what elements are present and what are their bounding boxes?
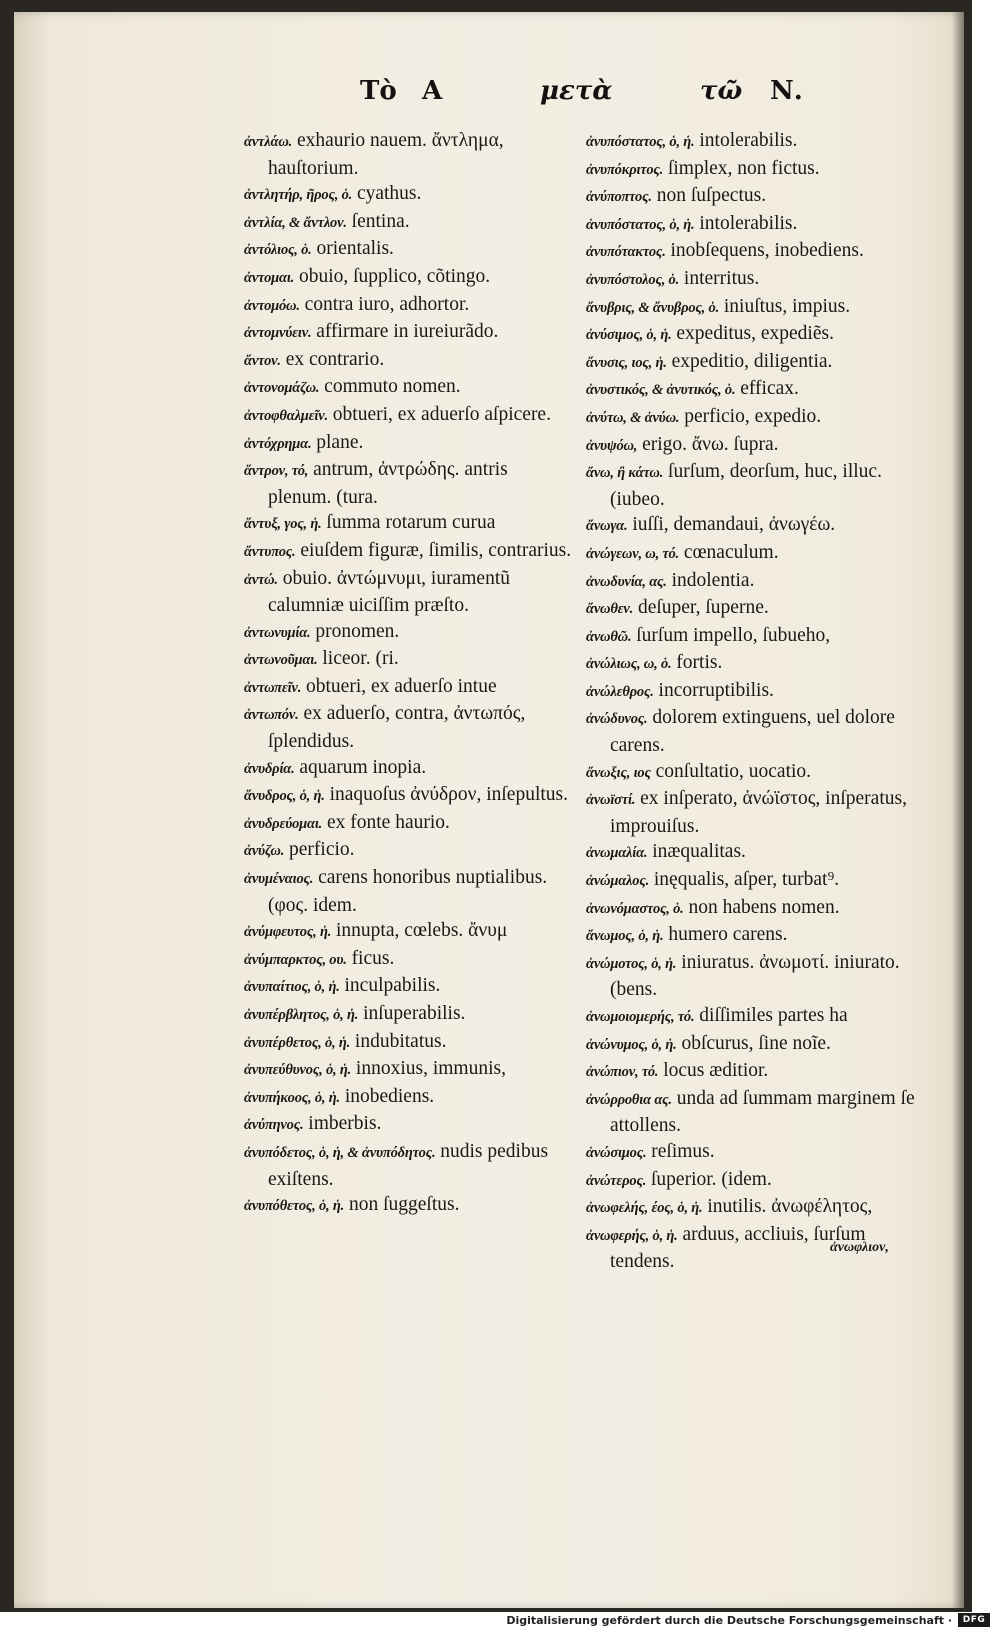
entry-definition: orientalis. bbox=[311, 238, 394, 260]
dictionary-entry bbox=[244, 1084, 574, 1112]
entry-definition: eiuſdem figuræ, ſimilis, contrarius. bbox=[295, 539, 572, 561]
dictionary-entry bbox=[244, 1111, 574, 1139]
entry-headword: ἀνυπόδετος, ὁ, ἡ, & ἀνυπόδητος. bbox=[244, 1144, 436, 1161]
entry-headword: ἄνυβρις, & ἄνυβρος, ὁ. bbox=[586, 299, 719, 316]
dictionary-entry bbox=[586, 321, 916, 349]
running-head-part: τῶ bbox=[700, 76, 743, 106]
entry-headword: ἀντλητήρ, ῆρος, ὁ. bbox=[244, 187, 353, 204]
entry-headword: ἄντυξ, γος, ἡ. bbox=[244, 516, 322, 533]
entry-definition: nudis pedibus exiſtens. bbox=[268, 1140, 549, 1190]
dictionary-entry bbox=[586, 211, 916, 239]
entry-definition: ſurſum, deorſum, huc, illuc. (iubeo. bbox=[610, 461, 882, 510]
entry-definition: contra iuro, adhortor. bbox=[299, 293, 470, 315]
dictionary-entry bbox=[586, 1086, 916, 1139]
entry-headword: ἀνύζω. bbox=[244, 843, 285, 860]
entry-headword: ἀνύσιμος, ὁ, ἡ. bbox=[586, 327, 672, 344]
entry-definition: erigo. ἄνω. ſupra. bbox=[637, 433, 779, 455]
entry-headword: ἀντωπεῖν. bbox=[244, 679, 302, 696]
entry-headword: ἀντομαι. bbox=[244, 269, 295, 286]
dictionary-entry bbox=[586, 1167, 916, 1195]
entry-definition: ſumma rotarum curua bbox=[321, 512, 496, 534]
dictionary-entry bbox=[244, 646, 574, 674]
dictionary-entry bbox=[586, 623, 916, 651]
dictionary-entry bbox=[586, 266, 916, 294]
entry-definition: exhaurio nauem. ἄντλημα, hauſtorium. bbox=[268, 130, 504, 179]
entry-headword: ἀνύμπαρκτος, ου. bbox=[244, 951, 347, 968]
entry-definition: obtueri, ex aduerſo aſpicere. bbox=[327, 403, 551, 425]
dictionary-entry bbox=[244, 918, 574, 946]
dictionary-entry bbox=[244, 457, 574, 510]
entry-headword: ἀντονομάζω. bbox=[244, 380, 320, 397]
entry-definition: liceor. (ri. bbox=[317, 648, 399, 670]
dictionary-entry bbox=[586, 867, 916, 895]
dictionary-entry bbox=[244, 1056, 574, 1084]
dictionary-entry bbox=[244, 1192, 574, 1220]
dictionary-entry bbox=[586, 512, 916, 540]
entry-headword: ἀνυστικός, & ἀνυτικός, ὁ. bbox=[586, 382, 736, 399]
entry-headword: ἀνυπότακτος. bbox=[586, 244, 666, 261]
entry-definition: non habens nomen. bbox=[683, 896, 840, 918]
dictionary-entry bbox=[586, 759, 916, 787]
entry-definition: ſimplex, non fictus. bbox=[663, 157, 820, 179]
dictionary-entry bbox=[244, 209, 574, 237]
entry-headword: ἀνώδυνος. bbox=[586, 711, 648, 728]
dictionary-entry bbox=[586, 1194, 916, 1222]
entry-definition: obuio. ἀντώμνυμι, iuramentũ calumniæ uiciſſim præſto. bbox=[268, 567, 510, 617]
entry-headword: ἄνωγα. bbox=[586, 518, 628, 535]
dictionary-entry bbox=[586, 786, 916, 839]
entry-definition: indubitatus. bbox=[350, 1030, 447, 1052]
entry-definition: ex aduerſo, contra, ἀντωπός, ſplendidus. bbox=[268, 703, 526, 753]
entry-headword: ἀνωφερής, ὁ, ἡ. bbox=[586, 1227, 678, 1244]
entry-headword: ἀνώπιον, τό. bbox=[586, 1064, 659, 1081]
dictionary-entry bbox=[586, 1031, 916, 1059]
entry-headword: ἄνυδρος, ὁ, ἡ. bbox=[244, 788, 325, 805]
dictionary-entry bbox=[244, 236, 574, 264]
dictionary-entry bbox=[244, 430, 574, 458]
dictionary-entry bbox=[244, 837, 574, 865]
entry-definition: inculpabilis. bbox=[339, 975, 441, 997]
entry-headword: ἀντωνοῦμαι. bbox=[244, 652, 318, 669]
entry-definition: ex fonte haurio. bbox=[322, 811, 450, 833]
entry-headword: ἀνύτω, & ἀνύω. bbox=[586, 409, 680, 426]
entry-headword: ἀνυπήκοος, ὁ, ἡ. bbox=[244, 1089, 340, 1106]
entry-headword: ἄντρον, τό, bbox=[244, 463, 309, 480]
entry-headword: ἀνώρροθια ας. bbox=[586, 1091, 672, 1108]
entry-headword: ἀνυπέρθετος, ὁ, ἡ. bbox=[244, 1034, 351, 1051]
entry-definition: dolorem extinguens, uel dolore carens. bbox=[610, 707, 895, 757]
entry-definition: ſurſum impello, ſubueho, bbox=[631, 624, 831, 646]
entry-definition: inutilis. ἀνωφέλητος, bbox=[702, 1196, 873, 1218]
entry-headword: ἄντυπος. bbox=[244, 543, 296, 560]
entry-headword: ἀνύμφευτος, ἡ. bbox=[244, 924, 332, 941]
dictionary-entry bbox=[586, 1003, 916, 1031]
entry-headword: ἀνυψόω, bbox=[586, 437, 638, 454]
left-column bbox=[244, 128, 574, 1220]
dfg-logo: DFG bbox=[958, 1613, 990, 1627]
dictionary-entry bbox=[244, 619, 574, 647]
entry-headword: ἀνώλιως, ω, ὁ. bbox=[586, 656, 672, 673]
entry-headword: ἄνω, ἢ κάτω. bbox=[586, 465, 664, 482]
entry-definition: ex inſperato, ἀνώϊστος, inſperatus, improuiſus. bbox=[610, 788, 907, 837]
dictionary-entry bbox=[586, 432, 916, 460]
dictionary-entry bbox=[586, 595, 916, 623]
dictionary-entry bbox=[244, 319, 574, 347]
entry-headword: ἀνυπόθετος, ὁ, ἡ. bbox=[244, 1198, 345, 1215]
entry-headword: ἀντώ. bbox=[244, 571, 278, 588]
dictionary-entry bbox=[586, 705, 916, 758]
entry-headword: ἀνώνυμος, ὁ, ἡ. bbox=[586, 1036, 677, 1053]
dictionary-entry bbox=[244, 810, 574, 838]
funding-notice: Digitalisierung gefördert durch die Deutsche Forschungsgemeinschaft · bbox=[506, 1614, 952, 1627]
dictionary-entry bbox=[586, 376, 916, 404]
entry-definition: obuio, ſupplico, cõtingo. bbox=[294, 265, 491, 287]
dictionary-entry bbox=[244, 374, 574, 402]
entry-headword: ἄνωξις, ιος bbox=[586, 764, 651, 781]
entry-headword: ἀντλάω. bbox=[244, 134, 293, 150]
entry-definition: interritus. bbox=[679, 267, 760, 289]
entry-definition: locus æditior. bbox=[658, 1060, 769, 1082]
dictionary-entry bbox=[244, 755, 574, 783]
dictionary-entry bbox=[244, 402, 574, 430]
dictionary-entry bbox=[244, 946, 574, 974]
dictionary-entry bbox=[244, 292, 574, 320]
entry-definition: ficus. bbox=[346, 947, 395, 969]
entry-definition: cyathus. bbox=[352, 183, 422, 205]
dictionary-entry bbox=[244, 782, 574, 810]
entry-headword: ἀνώμαλος. bbox=[586, 873, 650, 890]
dictionary-entry bbox=[586, 568, 916, 596]
entry-definition: inobſequens, inobediens. bbox=[665, 240, 864, 262]
entry-definition: cœnaculum. bbox=[678, 541, 779, 563]
entry-definition: obſcurus, ſine noĩe. bbox=[676, 1032, 831, 1054]
entry-definition: intolerabilis. bbox=[694, 130, 798, 151]
dictionary-entry bbox=[586, 839, 916, 867]
dictionary-entry bbox=[244, 128, 574, 181]
entry-definition: incorruptibilis. bbox=[653, 679, 774, 701]
dictionary-entry bbox=[244, 1139, 574, 1192]
entry-headword: ἀνωμαλία. bbox=[586, 845, 648, 862]
dictionary-entry bbox=[244, 566, 574, 619]
dictionary-entry bbox=[586, 183, 916, 211]
entry-headword: ἀντομνύειν. bbox=[244, 325, 312, 342]
entry-headword: ἀνυπόκριτος. bbox=[586, 161, 664, 178]
entry-definition: indolentia. bbox=[666, 569, 755, 591]
entry-definition: pronomen. bbox=[310, 620, 400, 642]
entry-headword: ἀνυπαίτιος, ὁ, ἡ. bbox=[244, 979, 340, 996]
running-head-part: Τὸ bbox=[360, 76, 397, 106]
entry-headword: ἀνώμοτος, ὁ, ἡ. bbox=[586, 955, 677, 972]
entry-headword: ἄνυσις, ιος, ἡ. bbox=[586, 354, 667, 371]
entry-definition: ſentina. bbox=[346, 210, 410, 232]
entry-definition: innoxius, immunis, bbox=[351, 1058, 506, 1080]
entry-definition: arduus, accliuis, ſurſum tendens. bbox=[610, 1223, 866, 1273]
entry-definition: expeditus, expediẽs. bbox=[671, 323, 834, 345]
dictionary-entry bbox=[586, 650, 916, 678]
entry-headword: ἀνυμέναιος. bbox=[244, 871, 314, 888]
dictionary-entry bbox=[586, 678, 916, 706]
dictionary-entry bbox=[586, 922, 916, 950]
entry-headword: ἀνυπόστατος, ὁ, ἡ. bbox=[586, 216, 695, 233]
entry-definition: plane. bbox=[311, 431, 364, 453]
entry-headword: ἀντωνυμία. bbox=[244, 624, 311, 641]
entry-definition: aquarum inopia. bbox=[294, 756, 427, 778]
entry-definition: ex contrario. bbox=[280, 348, 385, 370]
entry-headword: ἀνυπέρβλητος, ὁ, ἡ. bbox=[244, 1007, 359, 1023]
running-head-part: Α bbox=[422, 76, 443, 106]
dictionary-entry bbox=[586, 1139, 916, 1167]
entry-definition: antrum, ἀντρώδης. antris plenum. (tura. bbox=[268, 459, 508, 508]
entry-definition: non ſuſpectus. bbox=[651, 185, 767, 207]
entry-headword: ἄνωθεν. bbox=[586, 601, 634, 618]
dictionary-entry bbox=[586, 459, 916, 512]
dictionary-entry bbox=[586, 1058, 916, 1086]
dictionary-entry bbox=[586, 349, 916, 377]
entry-definition: affirmare in iureiurãdo. bbox=[311, 321, 499, 343]
entry-definition: intolerabilis. bbox=[694, 212, 798, 234]
dictionary-entry bbox=[244, 674, 574, 702]
entry-headword: ἀνώσιμος. bbox=[586, 1144, 647, 1161]
entry-definition: iniuratus. ἀνωμοτί. iniurato. (bens. bbox=[610, 951, 900, 1001]
entry-headword: ἀνυδρεύομαι. bbox=[244, 815, 323, 832]
entry-definition: inaquoſus ἀνύδρον, inſepultus. bbox=[324, 784, 568, 806]
entry-definition: carens honoribus nuptialibus. (φος. idem. bbox=[268, 867, 548, 916]
entry-definition: iniuſtus, impius. bbox=[719, 295, 851, 317]
entry-definition: non ſuggeſtus. bbox=[344, 1194, 460, 1216]
entry-definition: inęqualis, aſper, turbat⁹. bbox=[649, 869, 840, 891]
dictionary-entry bbox=[586, 404, 916, 432]
entry-definition: inobediens. bbox=[339, 1085, 435, 1107]
dictionary-entry bbox=[244, 538, 574, 566]
entry-headword: ἀνυδρία. bbox=[244, 760, 295, 777]
entry-definition: efficax. bbox=[735, 378, 799, 400]
dictionary-entry bbox=[244, 347, 574, 375]
entry-headword: ἀνυπεύθυνος, ὁ, ἡ. bbox=[244, 1062, 352, 1079]
entry-definition: commuto nomen. bbox=[319, 376, 461, 398]
entry-headword: ἄνωμος, ὁ, ἡ. bbox=[586, 928, 664, 945]
entry-definition: ſuperior. (idem. bbox=[646, 1168, 772, 1190]
running-head-part: μετὰ bbox=[540, 76, 613, 106]
entry-headword: ἀντοφθαλμεῖν. bbox=[244, 407, 328, 424]
dictionary-entry bbox=[586, 156, 916, 184]
dictionary-entry bbox=[586, 895, 916, 923]
dictionary-entry bbox=[244, 510, 574, 538]
catchword: ἀνωφλιον, bbox=[830, 1240, 889, 1255]
entry-definition: imberbis. bbox=[303, 1113, 382, 1135]
dictionary-entry bbox=[244, 181, 574, 209]
dictionary-entry bbox=[586, 294, 916, 322]
entry-definition: humero carens. bbox=[663, 924, 788, 946]
entry-headword: ἀνώλεθρος. bbox=[586, 683, 654, 700]
entry-headword: ἀνύποπτος. bbox=[586, 189, 652, 206]
right-column bbox=[586, 128, 916, 1275]
entry-headword: ἀνυπόστολος, ὁ. bbox=[586, 271, 680, 288]
entry-headword: ἀντόλιος, ὁ. bbox=[244, 242, 312, 259]
running-head bbox=[340, 76, 860, 116]
dictionary-entry bbox=[244, 865, 574, 918]
entry-definition: perficio, expedio. bbox=[679, 405, 822, 427]
running-head-part: Ν. bbox=[770, 76, 803, 106]
entry-headword: ἀνωμοιομερής, τό. bbox=[586, 1009, 695, 1025]
dictionary-entry bbox=[244, 1001, 574, 1029]
entry-headword: ἀντομόω. bbox=[244, 297, 300, 314]
entry-headword: ἀντωπόν. bbox=[244, 707, 299, 724]
entry-definition: inſuperabilis. bbox=[358, 1003, 466, 1024]
dictionary-entry bbox=[244, 973, 574, 1001]
entry-headword: ἀνωφελής, έος, ὁ, ἡ. bbox=[586, 1200, 703, 1217]
page-gutter-shadow bbox=[952, 12, 964, 1608]
entry-headword: ἀνύπηνος. bbox=[244, 1117, 304, 1134]
entry-headword: ἀνωνόμαστος, ὁ. bbox=[586, 900, 684, 917]
dictionary-entry bbox=[244, 701, 574, 754]
entry-headword: ἀντλία, & ἄντλον. bbox=[244, 214, 347, 231]
entry-definition: unda ad ſummam marginem ſe attollens. bbox=[610, 1087, 915, 1137]
entry-definition: reſimus. bbox=[646, 1140, 715, 1162]
dictionary-entry bbox=[586, 540, 916, 568]
dictionary-entry bbox=[586, 128, 916, 156]
entry-definition: obtueri, ex aduerſo intue bbox=[301, 675, 497, 697]
entry-definition: diſſimiles partes ha bbox=[694, 1005, 848, 1026]
entry-headword: ἀνώγεων, ω, τό. bbox=[586, 545, 679, 562]
entry-headword: ἀνυπόστατος, ὁ, ἡ. bbox=[586, 134, 695, 150]
entry-headword: ἀνώτερος. bbox=[586, 1172, 647, 1189]
entry-definition: iuſſi, demandaui, ἀνωγέω. bbox=[627, 514, 836, 536]
dictionary-entry bbox=[244, 1029, 574, 1057]
dictionary-entry bbox=[586, 950, 916, 1003]
entry-definition: expeditio, diligentia. bbox=[666, 350, 833, 372]
entry-definition: conſultatio, uocatio. bbox=[650, 760, 812, 782]
entry-headword: ἀνωδυνία, ας. bbox=[586, 573, 667, 590]
dictionary-entry bbox=[586, 238, 916, 266]
entry-headword: ἀνωϊστί. bbox=[586, 792, 636, 809]
entry-definition: innupta, cœlebs. ἄνυμ bbox=[331, 920, 508, 942]
entry-definition: fortis. bbox=[671, 652, 723, 674]
entry-headword: ἀντόχρημα. bbox=[244, 435, 312, 452]
entry-definition: perficio. bbox=[284, 839, 355, 861]
entry-headword: ἄντον. bbox=[244, 352, 281, 369]
entry-definition: inæqualitas. bbox=[647, 841, 746, 863]
entry-definition: deſuper, ſuperne. bbox=[633, 597, 769, 619]
entry-headword: ἀνωθῶ. bbox=[586, 628, 632, 645]
dictionary-entry bbox=[244, 264, 574, 292]
